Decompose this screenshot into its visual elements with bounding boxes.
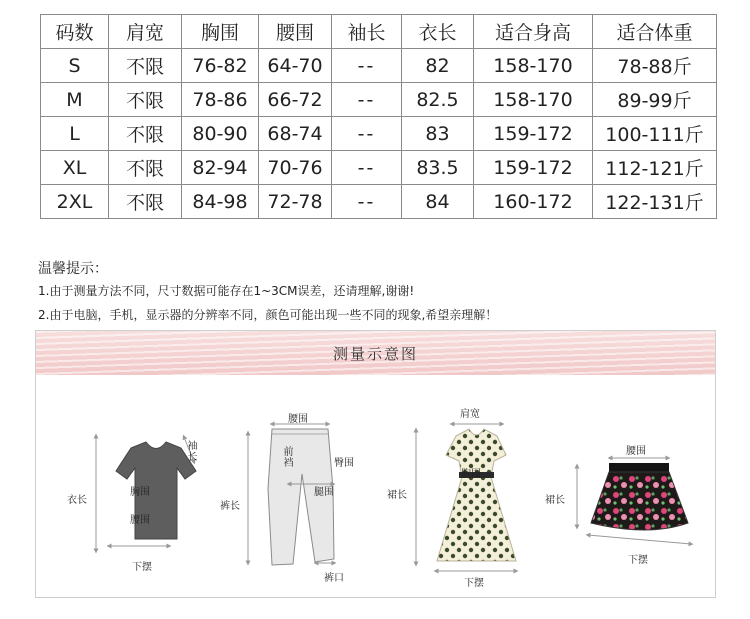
cell-height: 158-170 [474,49,593,83]
skirt-waist-label: 腰围 [626,446,646,457]
cell-length: 82.5 [402,83,474,117]
cell-shoulder: 不限 [109,185,182,219]
header-size: 码数 [41,15,109,49]
cell-waist: 64-70 [259,49,332,83]
dress-shoulder-label: 肩宽 [460,409,480,420]
cell-length: 83 [402,117,474,151]
cell-waist: 70-76 [259,151,332,185]
header-sleeve: 袖长 [332,15,402,49]
cell-chest: 76-82 [182,49,259,83]
cell-waist: 68-74 [259,117,332,151]
cell-height: 159-172 [474,151,593,185]
cell-weight: 122-131斤 [593,185,717,219]
cell-shoulder: 不限 [109,49,182,83]
table-row [41,151,717,185]
tshirt-hem-label: 下摆 [132,562,152,573]
cell-weight: 78-88斤 [593,49,717,83]
cell-chest: 78-86 [182,83,259,117]
cell-height: 159-172 [474,117,593,151]
cell-sleeve: -- [332,83,402,117]
cell-shoulder: 不限 [109,151,182,185]
cell-height: 158-170 [474,83,593,117]
tips-title: 温馨提示： [38,261,108,277]
cell-sleeve: -- [332,117,402,151]
tshirt-waist-label: 腰围 [130,515,150,526]
cell-chest: 84-98 [182,185,259,219]
cell-size: 2XL [41,185,109,219]
header-height: 适合身高 [474,15,593,49]
cell-length: 84 [402,185,474,219]
header-waist: 腰围 [259,15,332,49]
tshirt-length-label: 衣长 [67,495,87,506]
dress-hem-label: 下摆 [464,578,484,589]
header-shoulder: 肩宽 [109,15,182,49]
cell-length: 82 [402,49,474,83]
cell-size: XL [41,151,109,185]
skirt-length-label: 裙长 [545,495,565,506]
table-row [41,83,717,117]
jeans-inseam-label: 裤长 [220,501,240,512]
cell-size: L [41,117,109,151]
cell-size: S [41,49,109,83]
diagram-title: 测量示意图 [332,345,418,363]
jeans-front-rise-label: 前裆 [283,447,294,469]
skirt-hem-label: 下摆 [628,555,648,566]
measurement-diagram [35,330,716,598]
cell-shoulder: 不限 [109,117,182,151]
header-weight: 适合体重 [593,15,717,49]
jeans-waist-label: 腰围 [288,414,308,425]
dress-figure [416,424,516,571]
tshirt-sleeve-label: 袖长 [187,441,198,463]
cell-chest: 82-94 [182,151,259,185]
dress-chest-label: 胸围 [461,469,481,480]
tshirt-chest-label: 胸围 [130,487,150,498]
size-table [40,14,717,219]
tip-line-2: 2.由于电脑，手机，显示器的分辨率不同，颜色可能出现一些不同的现象,希望亲理解！ [38,308,498,322]
cell-waist: 66-72 [259,83,332,117]
header-length: 衣长 [402,15,474,49]
cell-size: M [41,83,109,117]
cell-sleeve: -- [332,49,402,83]
header-chest: 胸围 [182,15,259,49]
jeans-thigh-label: 腿围 [314,487,334,498]
cell-sleeve: -- [332,185,402,219]
cell-weight: 112-121斤 [593,151,717,185]
table-row [41,49,717,83]
table-row [41,185,717,219]
dress-length-label: 裙长 [387,490,407,501]
tip-line-1: 1.由于测量方法不同，尺寸数据可能存在1~3CM误差，还请理解,谢谢! [38,284,415,298]
cell-waist: 72-78 [259,185,332,219]
cell-shoulder: 不限 [109,83,182,117]
skirt-figure [577,458,691,544]
jeans-hip-label: 臀围 [334,458,354,469]
cell-chest: 80-90 [182,117,259,151]
cell-weight: 89-99斤 [593,83,717,117]
cell-length: 83.5 [402,151,474,185]
cell-height: 160-172 [474,185,593,219]
jeans-leg-opening-label: 裤口 [324,573,344,584]
table-header-row [41,15,717,49]
table-row [41,117,717,151]
cell-weight: 100-111斤 [593,117,717,151]
table-body [41,49,717,219]
cell-sleeve: -- [332,151,402,185]
